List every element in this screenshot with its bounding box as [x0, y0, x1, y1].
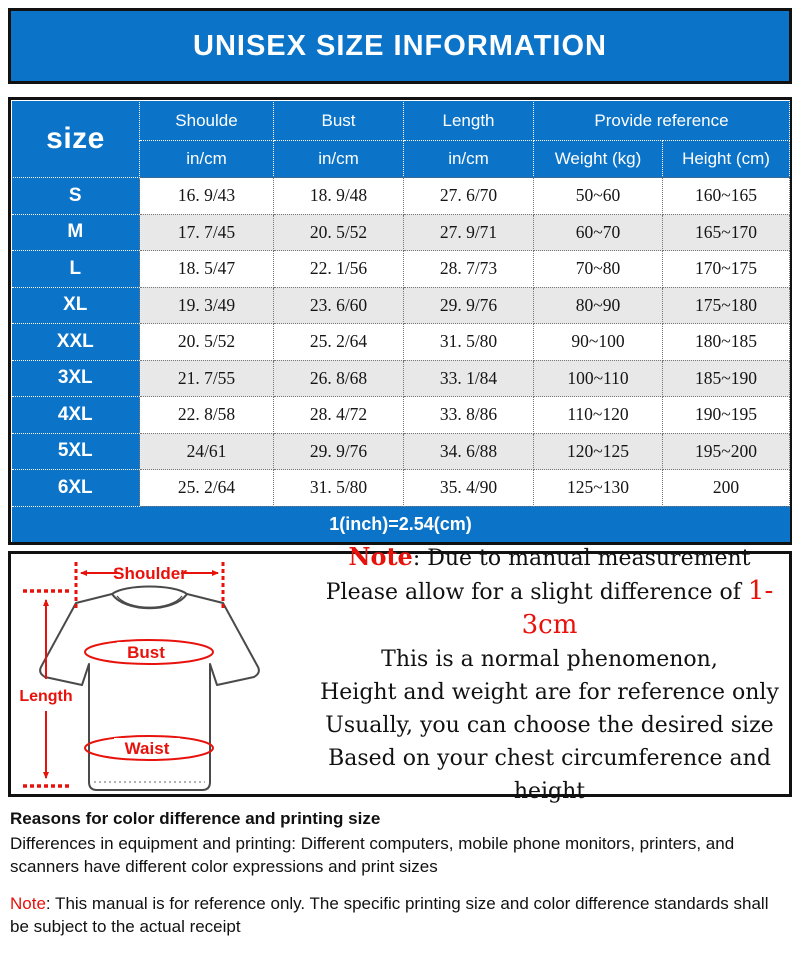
length-column-header: Length: [404, 101, 534, 141]
weight-value: 70~80: [534, 251, 663, 288]
note-line-1-text: : Due to manual measurement: [412, 546, 751, 571]
bust-value: 26. 8/68: [274, 360, 404, 397]
waist-dimension-label: Waist: [124, 739, 170, 758]
height-value: 190~195: [663, 397, 790, 434]
bust-value: 23. 6/60: [274, 287, 404, 324]
measurement-note-panel: [8, 542, 792, 804]
conversion-row: [12, 506, 790, 542]
note-keyword: Note: [348, 542, 413, 571]
weight-value: 125~130: [534, 470, 663, 507]
reasons-title: Reasons for color difference and printing size: [10, 809, 381, 828]
bust-value: 29. 9/76: [274, 433, 404, 470]
disclaimer-section: [0, 797, 800, 938]
shoulder-value: 16. 9/43: [140, 178, 274, 215]
length-value: 27. 9/71: [404, 214, 534, 251]
table-row-3xl: [12, 360, 790, 397]
measurement-note-text: [316, 542, 789, 804]
length-value: 27. 6/70: [404, 178, 534, 215]
tshirt-measurement-icon: [11, 551, 316, 797]
shoulder-value: 25. 2/64: [140, 470, 274, 507]
reasons-body: Differences in equipment and printing: Different computers, mobile phone monitors, printers, and scanners have different color expressions and print sizes: [10, 834, 735, 876]
note-line-2: [316, 575, 783, 643]
tolerance-value: 1-3cm: [521, 576, 774, 640]
weight-value: 50~60: [534, 178, 663, 215]
table-row-m: [12, 214, 790, 251]
weight-value: 120~125: [534, 433, 663, 470]
height-value: 195~200: [663, 433, 790, 470]
shoulder-value: 19. 3/49: [140, 287, 274, 324]
length-value: 28. 7/73: [404, 251, 534, 288]
bust-column-header: Bust: [274, 101, 404, 141]
height-value: 165~170: [663, 214, 790, 251]
length-value: 31. 5/80: [404, 324, 534, 361]
size-label: XXL: [12, 324, 140, 361]
bust-value: 28. 4/72: [274, 397, 404, 434]
size-label: S: [12, 178, 140, 215]
header-row-1: [12, 101, 790, 141]
length-value: 33. 8/86: [404, 397, 534, 434]
bust-value: 25. 2/64: [274, 324, 404, 361]
length-value: 34. 6/88: [404, 433, 534, 470]
length-value: 35. 4/90: [404, 470, 534, 507]
table-row-5xl: [12, 433, 790, 470]
size-label: M: [12, 214, 140, 251]
size-label: 3XL: [12, 360, 140, 397]
bottom-note-text: : This manual is for reference only. The specific printing size and color difference standards shall be subject to the actual receipt: [10, 894, 769, 936]
height-value: 185~190: [663, 360, 790, 397]
size-label: XL: [12, 287, 140, 324]
size-table-container: [8, 97, 792, 545]
length-value: 33. 1/84: [404, 360, 534, 397]
note-line-4: Height and weight are for reference only: [320, 680, 779, 705]
bust-value: 31. 5/80: [274, 470, 404, 507]
shoulder-value: 22. 8/58: [140, 397, 274, 434]
table-row-6xl: [12, 470, 790, 507]
tshirt-diagram: [11, 554, 316, 794]
height-value: 175~180: [663, 287, 790, 324]
weight-value: 90~100: [534, 324, 663, 361]
shoulder-dimension-label: Shoulder: [113, 564, 187, 583]
size-label: L: [12, 251, 140, 288]
shoulder-value: 24/61: [140, 433, 274, 470]
size-column-header: size: [12, 101, 140, 178]
length-value: 29. 9/76: [404, 287, 534, 324]
bust-value: 22. 1/56: [274, 251, 404, 288]
note-line-3: This is a normal phenomenon,: [381, 647, 718, 672]
table-row-4xl: [12, 397, 790, 434]
inch-cm-conversion: 1(inch)=2.54(cm): [12, 506, 790, 542]
height-value: 180~185: [663, 324, 790, 361]
title-banner: [8, 8, 792, 84]
bust-value: 18. 9/48: [274, 178, 404, 215]
shoulder-value: 17. 7/45: [140, 214, 274, 251]
height-value: 200: [663, 470, 790, 507]
weight-value: 110~120: [534, 397, 663, 434]
note-line-5: Usually, you can choose the desired size: [325, 713, 774, 738]
shoulder-unit-header: in/cm: [140, 141, 274, 178]
title-divider: [0, 84, 800, 97]
weight-value: 60~70: [534, 214, 663, 251]
size-label: 5XL: [12, 433, 140, 470]
weight-value: 80~90: [534, 287, 663, 324]
table-row-l: [12, 251, 790, 288]
shoulder-value: 20. 5/52: [140, 324, 274, 361]
note-line-1: [316, 540, 783, 575]
table-row-s: [12, 178, 790, 215]
size-table: [11, 100, 790, 542]
bust-dimension-label: Bust: [127, 643, 165, 662]
note-line-2-text: Please allow for a slight difference of: [325, 580, 748, 605]
size-label: 6XL: [12, 470, 140, 507]
height-value: 160~165: [663, 178, 790, 215]
bust-value: 20. 5/52: [274, 214, 404, 251]
shoulder-column-header: Shoulde: [140, 101, 274, 141]
weight-column-header: Weight (kg): [534, 141, 663, 178]
bottom-note: [10, 892, 792, 938]
page-title: UNISEX SIZE INFORMATION: [193, 29, 607, 62]
height-value: 170~175: [663, 251, 790, 288]
reference-group-header: Provide reference: [534, 101, 790, 141]
bust-unit-header: in/cm: [274, 141, 404, 178]
note-line-6: Based on your chest circumference and height: [328, 746, 771, 804]
shoulder-value: 18. 5/47: [140, 251, 274, 288]
table-row-xxl: [12, 324, 790, 361]
weight-value: 100~110: [534, 360, 663, 397]
height-column-header: Height (cm): [663, 141, 790, 178]
length-unit-header: in/cm: [404, 141, 534, 178]
size-label: 4XL: [12, 397, 140, 434]
bottom-note-keyword: Note: [10, 894, 46, 913]
shoulder-value: 21. 7/55: [140, 360, 274, 397]
table-row-xl: [12, 287, 790, 324]
length-dimension-label: Length: [19, 688, 73, 705]
